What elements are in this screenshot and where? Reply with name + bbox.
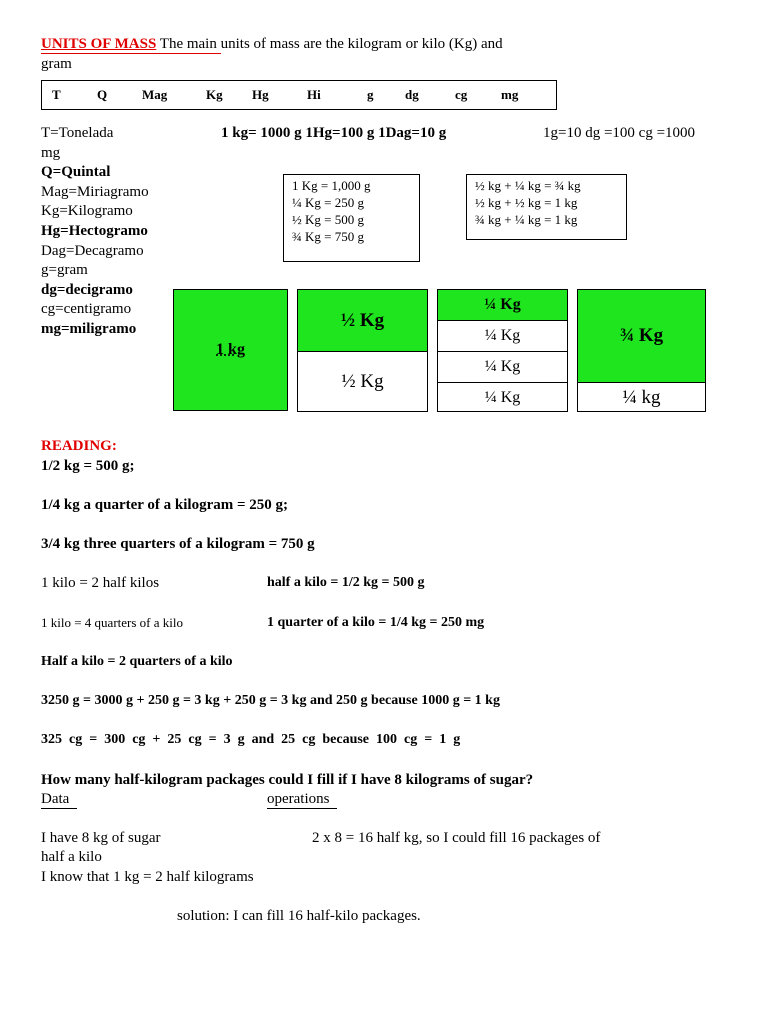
reading-line: 3250 g = 3000 g + 250 g = 3 kg + 250 g = 3 kg and 250 g because 1000 g = 1 kg — [41, 693, 500, 708]
equivalence-box-2 — [466, 174, 627, 240]
unit-cell: Hg — [252, 87, 269, 102]
square-cell: ½ Kg — [298, 351, 427, 412]
reading-line: Half a kilo = 2 quarters of a kilo — [41, 654, 233, 669]
glossary-item: Q=Quintal — [41, 164, 111, 180]
unit-cell: mg — [501, 87, 519, 102]
box-line: ½ kg + ½ kg = 1 kg — [475, 195, 578, 210]
operations-label: operations — [267, 791, 337, 809]
box-line: ½ Kg = 500 g — [292, 212, 364, 227]
glossary-item: Hg=Hectogramo — [41, 223, 148, 239]
square-whole — [173, 289, 288, 411]
square-label: 1 kg — [216, 341, 245, 358]
square-cell: ½ Kg — [298, 290, 427, 351]
glossary-item: mg=miligramo — [41, 321, 137, 337]
unit-cell: g — [367, 87, 374, 102]
square-quarters — [437, 289, 568, 412]
page-title: UNITS OF MASS — [41, 36, 157, 52]
reading-line: 325 cg = 300 cg + 25 cg = 3 g and 25 cg because 100 cg = 1 g — [41, 732, 461, 747]
glossary-item: g=gram — [41, 262, 88, 278]
unit-cell: dg — [405, 87, 419, 102]
square-cell: ¼ Kg — [438, 382, 567, 412]
unit-cell: cg — [455, 87, 468, 102]
box-line: ½ kg + ¼ kg = ¾ kg — [475, 178, 581, 193]
reading-line: 1/4 kg a quarter of a kilogram = 250 g; — [41, 497, 289, 513]
reading-line: 1 kilo = 4 quarters of a kilo — [41, 615, 183, 630]
data-line: I have 8 kg of sugar — [41, 830, 161, 846]
equivalence-main: 1 kg= 1000 g 1Hg=100 g 1Dag=10 g — [221, 125, 447, 141]
unit-cell: Kg — [206, 87, 223, 102]
title-underline — [41, 53, 221, 54]
unit-cell: Mag — [142, 87, 168, 102]
square-cell: ¼ kg — [578, 382, 705, 412]
box-line: ¾ kg + ¼ kg = 1 kg — [475, 212, 578, 227]
intro-text: The main units of mass are the kilogram or kilo (Kg) and — [156, 36, 503, 52]
reading-line: 1 kilo = 2 half kilos — [41, 575, 160, 591]
unit-cell: Hi — [307, 87, 321, 102]
square-halves — [297, 289, 428, 412]
unit-cell: T — [52, 87, 61, 102]
data-label: Data — [41, 791, 77, 809]
box-line: ¾ Kg = 750 g — [292, 229, 364, 244]
box-line: 1 Kg = 1,000 g — [292, 178, 371, 193]
square-cell: ¼ Kg — [438, 320, 567, 351]
glossary-item: Mag=Miriagramo — [41, 184, 149, 200]
problem-question: How many half-kilogram packages could I fill if I have 8 kilograms of sugar? — [41, 772, 534, 788]
data-line: I know that 1 kg = 2 half kilograms — [41, 869, 254, 885]
reading-line: 3/4 kg three quarters of a kilogram = 750 g — [41, 536, 315, 552]
square-three-quarters — [577, 289, 706, 412]
data-line: half a kilo — [41, 849, 102, 865]
reading-line: half a kilo = 1/2 kg = 500 g — [267, 575, 425, 590]
glossary-item: Kg=Kilogramo — [41, 203, 133, 219]
reading-heading: READING: — [41, 438, 117, 454]
unit-cell: Q — [97, 87, 108, 102]
glossary-item: dg=decigramo — [41, 282, 133, 298]
glossary-item: Dag=Decagramo — [41, 243, 144, 259]
square-cell: ¼ Kg — [438, 290, 567, 320]
equivalence-right-cont: mg — [41, 145, 61, 161]
box-line: ¼ Kg = 250 g — [292, 195, 364, 210]
page-title-line — [41, 36, 503, 53]
equivalence-right: 1g=10 dg =100 cg =1000 — [543, 125, 696, 141]
reading-line: 1/2 kg = 500 g; — [41, 458, 135, 474]
unit-row — [41, 80, 557, 110]
square-cell: ¼ Kg — [438, 351, 567, 382]
equivalence-box-1 — [283, 174, 420, 262]
glossary-item: cg=centigramo — [41, 301, 132, 317]
intro-text-cont: gram — [41, 56, 72, 72]
solution-line: solution: I can fill 16 half-kilo packages. — [177, 908, 421, 924]
square-cell: ¾ Kg — [578, 290, 705, 382]
operation-line: 2 x 8 = 16 half kg, so I could fill 16 packages of — [312, 830, 601, 846]
reading-line: 1 quarter of a kilo = 1/4 kg = 250 mg — [267, 615, 485, 630]
glossary-item: T=Tonelada — [41, 125, 114, 141]
